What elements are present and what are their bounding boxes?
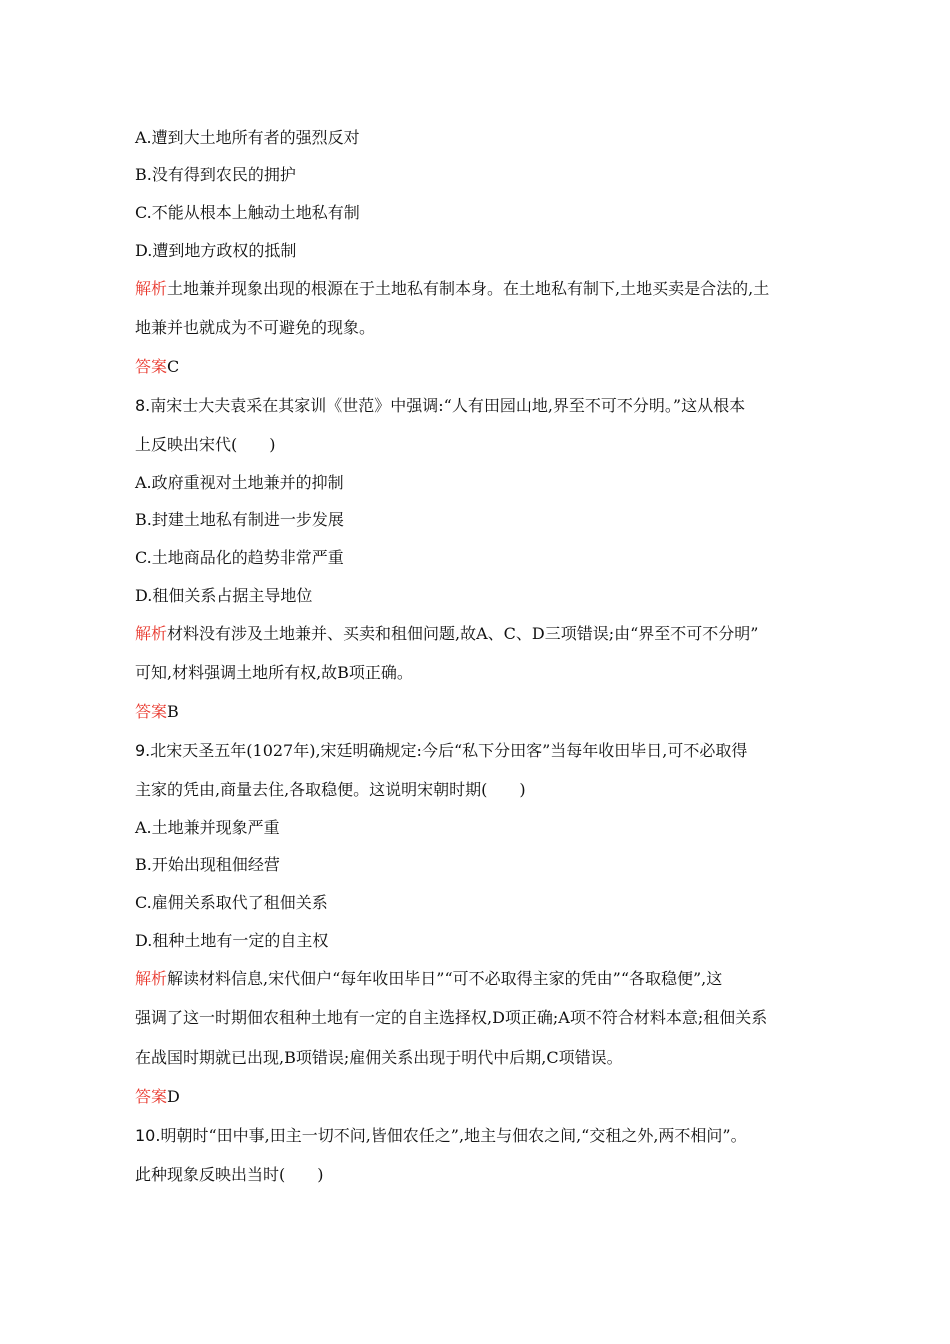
q8-stem-line-2: 上反映出宋代( ) [135,435,276,454]
q9-option-b: B.开始出现租佃经营 [135,855,280,874]
q7-analysis-line-2: 地兼并也就成为不可避免的现象。 [135,318,376,337]
q7-option-a: A.遭到大土地所有者的强烈反对 [135,128,360,147]
q7-answer-label: 答案 [135,357,168,376]
q9-analysis-text-1: 解读材料信息,宋代佃户“每年收田毕日”“可不必取得主家的凭由”“各取稳便”,这 [167,969,723,988]
q9-analysis-line-3: 在战国时期就已出现,B项错误;雇佣关系出现于明代中后期,C项错误。 [135,1048,623,1067]
q8-stem-text-1: 南宋士大夫袁采在其家训《世范》中强调:“人有田园山地,界至不可不分明。”这从根本 [150,396,746,415]
q8-option-c: C.土地商品化的趋势非常严重 [135,548,344,567]
q9-option-c: C.雇佣关系取代了租佃关系 [135,893,328,912]
q9-analysis-line-1 [135,969,722,989]
q7-analysis-line-1 [135,279,769,299]
q7-answer-value: C [167,357,180,376]
q8-analysis-line-2: 可知,材料强调土地所有权,故B项正确。 [135,663,413,682]
q8-analysis-label: 解析 [135,624,168,643]
q8-option-a: A.政府重视对土地兼并的抑制 [135,473,344,492]
q8-analysis-line-1 [135,624,758,644]
q8-option-b: B.封建土地私有制进一步发展 [135,510,344,529]
q8-option-d: D.租佃关系占据主导地位 [135,586,313,605]
q10-stem-line-2: 此种现象反映出当时( ) [135,1165,324,1184]
q8-answer-label: 答案 [135,702,168,721]
q7-answer [135,357,179,377]
q7-option-b: B.没有得到农民的拥护 [135,165,296,184]
q8-analysis-text-1: 材料没有涉及土地兼并、买卖和租佃问题,故A、C、D三项错误;由“界至不可不分明” [167,624,759,643]
q7-analysis-text-1: 土地兼并现象出现的根源在于土地私有制本身。在土地私有制下,土地买卖是合法的,土 [167,279,770,298]
q9-answer [135,1087,180,1107]
q9-stem-text-1: 北宋天圣五年(1027年),宋廷明确规定:今后“私下分田客”当每年收田毕日,可不必取得 [150,741,748,760]
q10-number: 10. [135,1126,161,1145]
q8-stem-line-1 [135,396,745,416]
q7-option-d: D.遭到地方政权的抵制 [135,241,297,260]
q8-answer-value: B [167,702,179,721]
q9-option-d: D.租种土地有一定的自主权 [135,931,329,950]
q9-option-a: A.土地兼并现象严重 [135,818,280,837]
q9-analysis-line-2: 强调了这一时期佃农租种土地有一定的自主选择权,D项正确;A项不符合材料本意;租佃关系 [135,1008,768,1027]
q9-stem-line-2: 主家的凭由,商量去住,各取稳便。这说明宋朝时期( ) [135,780,526,799]
q8-number: 8. [135,396,151,415]
q7-option-c: C.不能从根本上触动土地私有制 [135,203,360,222]
q10-stem-text-1: 明朝时“田中事,田主一切不问,皆佃农任之”,地主与佃农之间,“交租之外,两不相问”。 [160,1126,747,1145]
q7-analysis-label: 解析 [135,279,168,298]
q10-stem-line-1 [135,1126,747,1146]
q9-analysis-label: 解析 [135,969,168,988]
q9-stem-line-1 [135,741,747,761]
q8-answer [135,702,179,722]
q9-number: 9. [135,741,151,760]
q9-answer-label: 答案 [135,1087,168,1106]
q9-answer-value: D [167,1087,180,1106]
